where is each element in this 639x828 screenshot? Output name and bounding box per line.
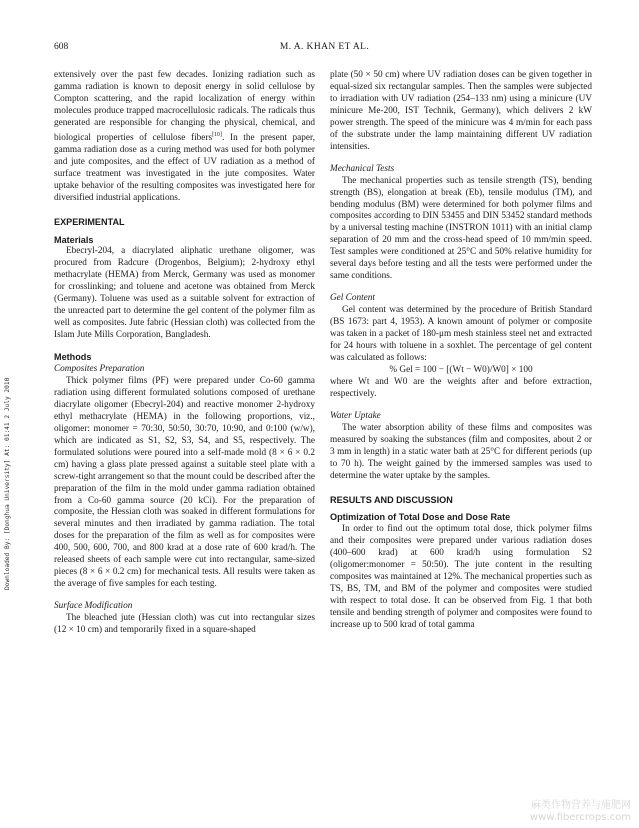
mechanical-paragraph: The mechanical properties such as tensile strength (TS), bending strength (BS), elongation at break (Eb), tensile modulus (TM), and bending modulus (BM) were determined for both polymer films and composites according to DIN 53455 and DIN 53452 standard methods by a universal testing machine (INSTRON 1011) with an initial clamp separation of 20 mm and the cross-head speed of 10 mm/min speed. Test samples were conditioned at 25°C and 50% relative humidity for several days before testing and all the tests were performed under the same conditions.: [330, 175, 592, 282]
right-column: [330, 70, 592, 632]
download-note-text: Downloaded By: [Donghua University] At: 01:41 2 July 2010: [4, 377, 11, 590]
section-heading-results: RESULTS AND DISCUSSION: [330, 494, 453, 505]
page-header: [54, 42, 595, 56]
gel-paragraph: Gel content was determined by the procedure of British Standard (BS 1673: part 4, 1953). A known amount of polymer or composite was taken in a packet of 180-μm mesh stainless steel net and extracted for 24 hours with toluene in a soxhlet. The percentage of gel content was calculated as follows:: [330, 305, 592, 363]
subheading-gel-content: Gel Content: [330, 293, 375, 304]
section-heading-experimental: EXPERIMENTAL: [54, 216, 125, 227]
where-paragraph: where Wt and W0 are the weights after and before extraction, respectively.: [330, 376, 592, 399]
surface-paragraph: The bleached jute (Hessian cloth) was cut into rectangular sizes (12 × 10 cm) and temporarily fixed in a square-shaped: [54, 613, 315, 636]
citation: [10]: [212, 131, 223, 138]
running-head: M. A. KHAN ET AL.: [279, 42, 370, 52]
materials-paragraph: Ebecryl-204, a diacrylated aliphatic urethane oligomer, was procured from Radcure (Drogenbos, Belgium); 2-hydroxy ethyl methacrylate (HEMA) from Merck, Germany was used as monomer for crosslinking; and toluene and acetone was obtained from Merck (Germany). Toluene was used as a suitable solvent for extraction of the unreacted part to determine the gel content of the polymer film as well as composites. Jute fabric (Hessian cloth) was collected from the Islam Jute Mills Corporation, Bangladesh.: [54, 246, 315, 341]
gel-equation: % Gel = 100 − [(Wt − W0)/W0] × 100: [389, 364, 533, 375]
water-paragraph: The water absorption ability of these films and composites was measured by soaking the substances (film and composites, about 2 or 3 mm in length) in a static water bath at 25°C for different periods (up to 70 h). The weight gained by the immersed samples was used to determine the water uptake by the samples.: [330, 422, 592, 481]
download-note: [4, 300, 12, 590]
uv-paragraph: plate (50 × 50 cm) where UV radiation doses can be given together in equal-sized six rectangular samples. Then the samples were subjected to irradiation with UV radiation (254–133 nm) using a minicure (UV minicure Me-200, IST Technik, Germany), which delivers 2 kW power strength. The speed of the minicure was 4 m/min for each pass of the substrate under the lamp maintaining different UV radiation intensities.: [330, 70, 592, 152]
subheading-mechanical-tests: Mechanical Tests: [330, 163, 395, 174]
subheading-surface-modification: Surface Modification: [54, 601, 133, 612]
subheading-composites-preparation: Composites Preparation: [54, 364, 145, 375]
subsection-heading-optimization: Optimization of Total Dose and Dose Rate: [330, 512, 511, 523]
preparation-paragraph: Thick polymer films (PF) were prepared under Co-60 gamma radiation using different formulated solutions composed of urethane diacrylate oligomer (Ebecryl-204) and reactive monomer 2-hydroxy ethyl methacrylate (HEMA) in the following proportions, viz., oligomer: monomer = 70:30, 50:50, 30:70, 10:90, and 0:100 (w/w), which are indicated as S1, S2, S3, S4, and S5, respectively. The formulated solutions were poured into a self-made mold (8 × 6 × 0.2 cm) having a glass plate pressed against a suitable steel plate with a screw-tight arrangement so that the mount could be described after the preparation of the film in the mold under gamma radiation obtained from a Co-60 gamma source (20 kCi). For the preparation of composite, the Hessian cloth was soaked in different formulations for several minutes and then irradiated by gamma radiation. The total doses for the preparation of the film as well as for composites were 400, 500, 600, 700, and 800 krad at a dose rate of 600 krad/h. The released sheets of each sample were cut into rectangular, same-sized pieces (8 × 6 × 0.2 cm) for mechanical tests. All results were taken as the average of five samples for each testing.: [54, 376, 315, 590]
subheading-water-uptake: Water Uptake: [330, 410, 381, 421]
watermark-line-1: 麻类作物营养与施肥网: [531, 800, 631, 811]
watermark: [530, 800, 631, 824]
intro-text: extensively over the past few decades. Ionizing radiation such as gamma radiation is known to deposit energy in solid cellulose by Compton scattering, and the rapid localization of energy within molecules produce trapped macrocellulosic radicals. The radicals thus generated are responsible for changing the physical, chemical, and biological properties of cellulose fibers: [54, 70, 315, 143]
page-number: 608: [54, 42, 69, 52]
left-column: [54, 70, 315, 637]
watermark-line-2: www.fibercrops.com: [529, 812, 631, 823]
subsection-heading-methods: Methods: [54, 352, 92, 363]
subsection-heading-materials: Materials: [54, 234, 94, 245]
intro-paragraph: [54, 70, 315, 205]
intro-text-end: . In the present paper, gamma radiation dose as a curing method was used for both polymer and jute composites, and the effect of UV radiation as a method of surface treatment was investigated in the jute composites. Water uptake behavior of the resulting composites was investigated here for diversified industrial applications.: [54, 132, 316, 203]
optimization-paragraph: In order to find out the optimum total dose, thick polymer films and their composites were prepared under various radiation doses (400–600 krad) at 600 krad/h using formulation S2 (oligomer:monomer = 50:50). The jute content in the resulting composites was maintained at 12%. The mechanical properties such as TS, BS, TM, and BM of the polymer and composites were studied with respect to total dose. It can be observed from Fig. 1 that both tensile and bending strength of polymer and composites were found to increase up to 500 krad of total gamma: [330, 524, 592, 631]
